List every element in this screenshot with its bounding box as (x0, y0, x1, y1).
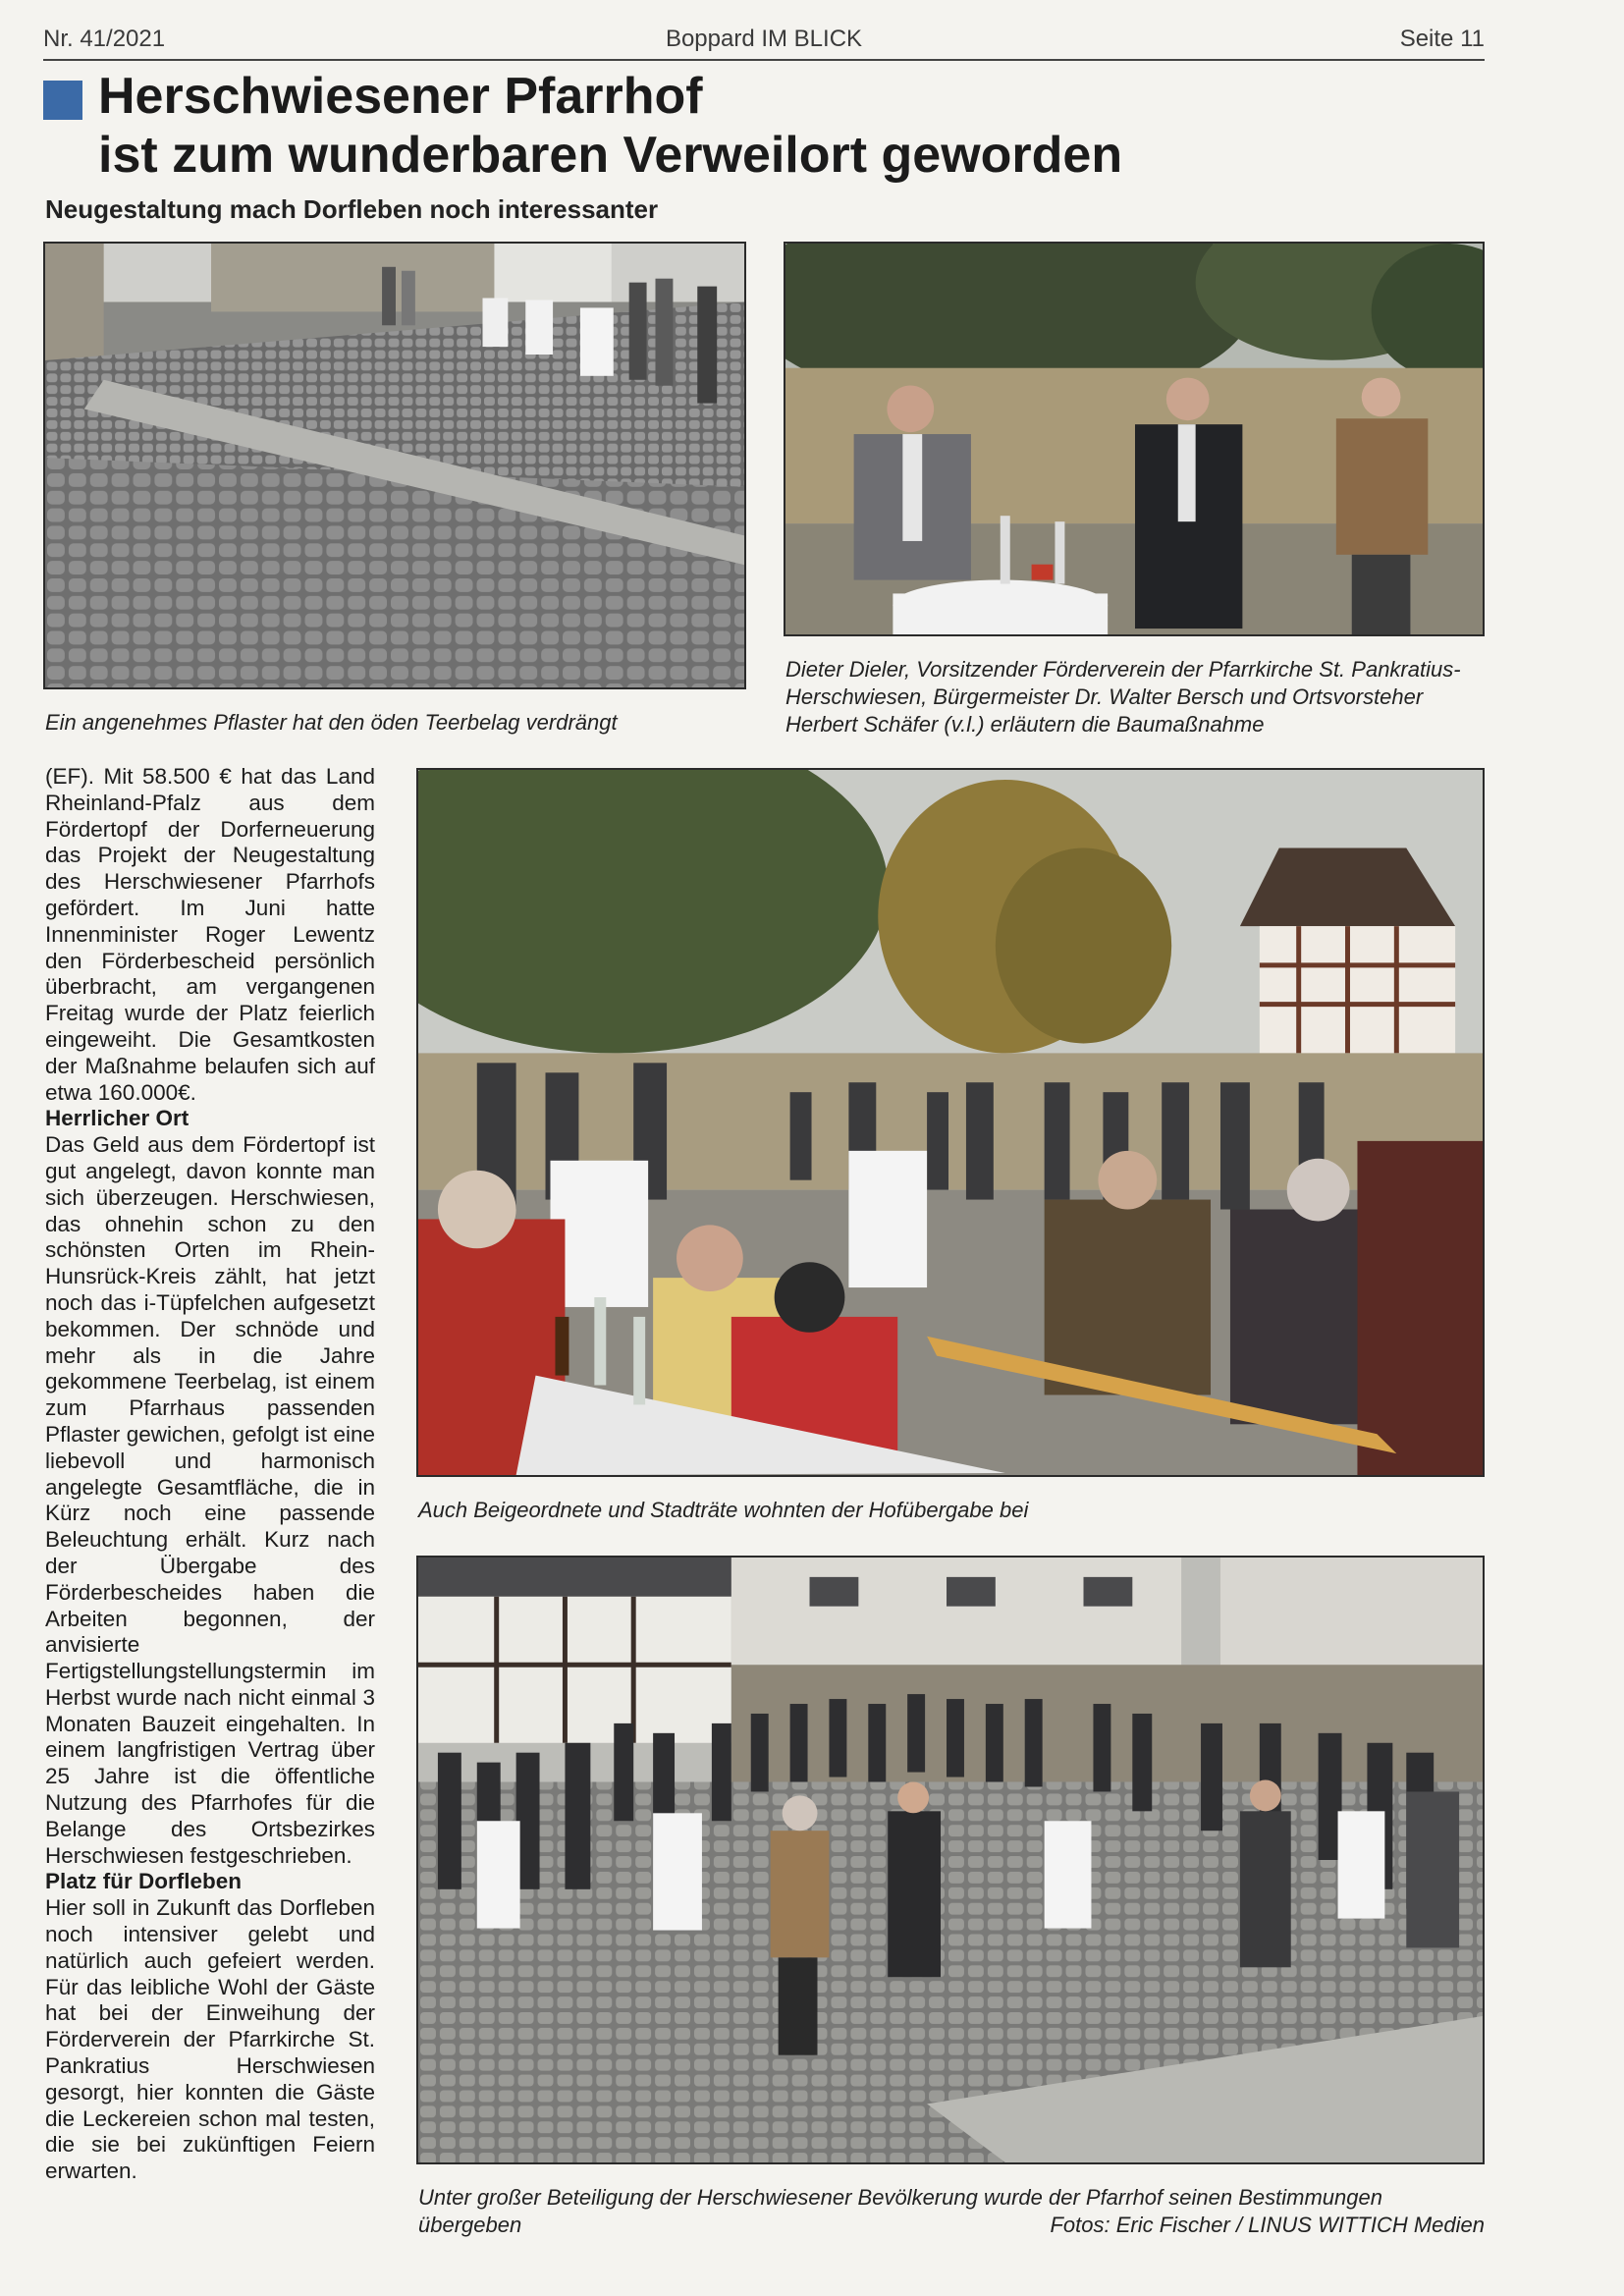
publication-name: Boppard IM BLICK (665, 26, 863, 52)
headline-line-2: ist zum wunderbaren Verweilort geworden (98, 127, 1123, 184)
caption-photo-3: Auch Beigeordnete und Stadträte wohnten der Hofübergabe bei (418, 1498, 1029, 1522)
headline (98, 67, 1178, 185)
photo-gathering-guests (416, 768, 1485, 1477)
article-paragraph-3: Hier soll in Zukunft das Dorfleben noch intensiver gelebt und natürlich auch gefeiert werden. Für das leibliche Wohl der Gäste hat bei der Einweihung der Förderverein der Pfarrkirche St. Pankratius Herschwiesen gesorgt, hier konnten die Gäste die Leckereien schon mal testen, die sie bei zukünftigen Feiern erwarten. (45, 1895, 375, 2184)
article-paragraph-2: Das Geld aus dem Fördertopf ist gut angelegt, davon konnte man sich überzeugen. Herschwiesen, das ohnehin schon zu den schönsten Orten im Rhein-Hunsrück-Kreis zählt, hat jetzt noch das i-Tüpfelchen aufgesetzt bekommen. Der schnöde und mehr als in die Jahre gekommene Teerbelag, ist einem zum Pfarrhaus passenden Pflaster gewichen, gefolgt ist eine liebevoll und harmonisch angelegte Gesamtfläche, die in Kürz noch eine passende Beleuchtung erhält. Kurz nach der Übergabe des Förderbescheides haben die Arbeiten begonnen, der anvisierte Fertigstellungstellungstermin im Herbst wurde nach nicht einmal 3 Monaten Bauzeit eingehalten. In einem langfristigen Vertrag über 25 Jahre ist die öffentliche Nutzung des Pfarrhofes für die Belange des Ortsbezirkes Herschwiesen festgeschrieben. (45, 1132, 375, 1868)
page-number: Seite 11 (1399, 26, 1485, 52)
photo-3-image (418, 770, 1483, 1475)
caption-photo-4 (418, 2184, 1485, 2239)
photo-cobblestone-courtyard (43, 242, 746, 689)
caption-photo-4-text: Unter großer Beteiligung der Herschwiesener Bevölkerung wurde der Pfarrhof seinen Bestimmungen übergeben (418, 2185, 1382, 2237)
caption-photo-2: Dieter Dieler, Vorsitzender Förderverein der Pfarrkirche St. Pankratius-Herschwiesen, Bürgermeister Dr. Walter Bersch und Ortsvorsteher Herbert Schäfer (v.l.) erläutern die Baumaßnahme (785, 657, 1461, 737)
photo-crowd-courtyard (416, 1556, 1485, 2164)
article-body (45, 764, 375, 2185)
issue-number: Nr. 41/2021 (43, 26, 166, 52)
photo-2-image (785, 244, 1483, 634)
subheadline: Neugestaltung mach Dorfleben noch interessanter (45, 194, 659, 224)
headline-square-marker (43, 81, 82, 120)
photo-1-image (45, 244, 744, 687)
header-rule (43, 59, 1485, 61)
page-header (43, 24, 1485, 57)
article-subhead-herrlicher-ort: Herrlicher Ort (45, 1106, 189, 1131)
photo-three-speakers (784, 242, 1485, 636)
headline-line-1: Herschwiesener Pfarrhof (98, 68, 703, 125)
article-subhead-platz-fuer-dorfleben: Platz für Dorfleben (45, 1869, 243, 1894)
caption-photo-1: Ein angenehmes Pflaster hat den öden Teerbelag verdrängt (45, 710, 618, 735)
photo-credit: Fotos: Eric Fischer / LINUS WITTICH Medien (1050, 2213, 1485, 2237)
photo-4-image (418, 1558, 1483, 2162)
article-paragraph-1: (EF). Mit 58.500 € hat das Land Rheinland-Pfalz aus dem Fördertopf der Dorferneuerung das Projekt der Neugestaltung des Herschwiesener Pfarrhofs gefördert. Im Juni hatte Innenminister Roger Lewentz den Förderbescheid persönlich überbracht, am vergangenen Freitag wurde der Platz feierlich eingeweiht. Die Gesamtkosten der Maßnahme belaufen sich auf etwa 160.000€. (45, 764, 375, 1105)
